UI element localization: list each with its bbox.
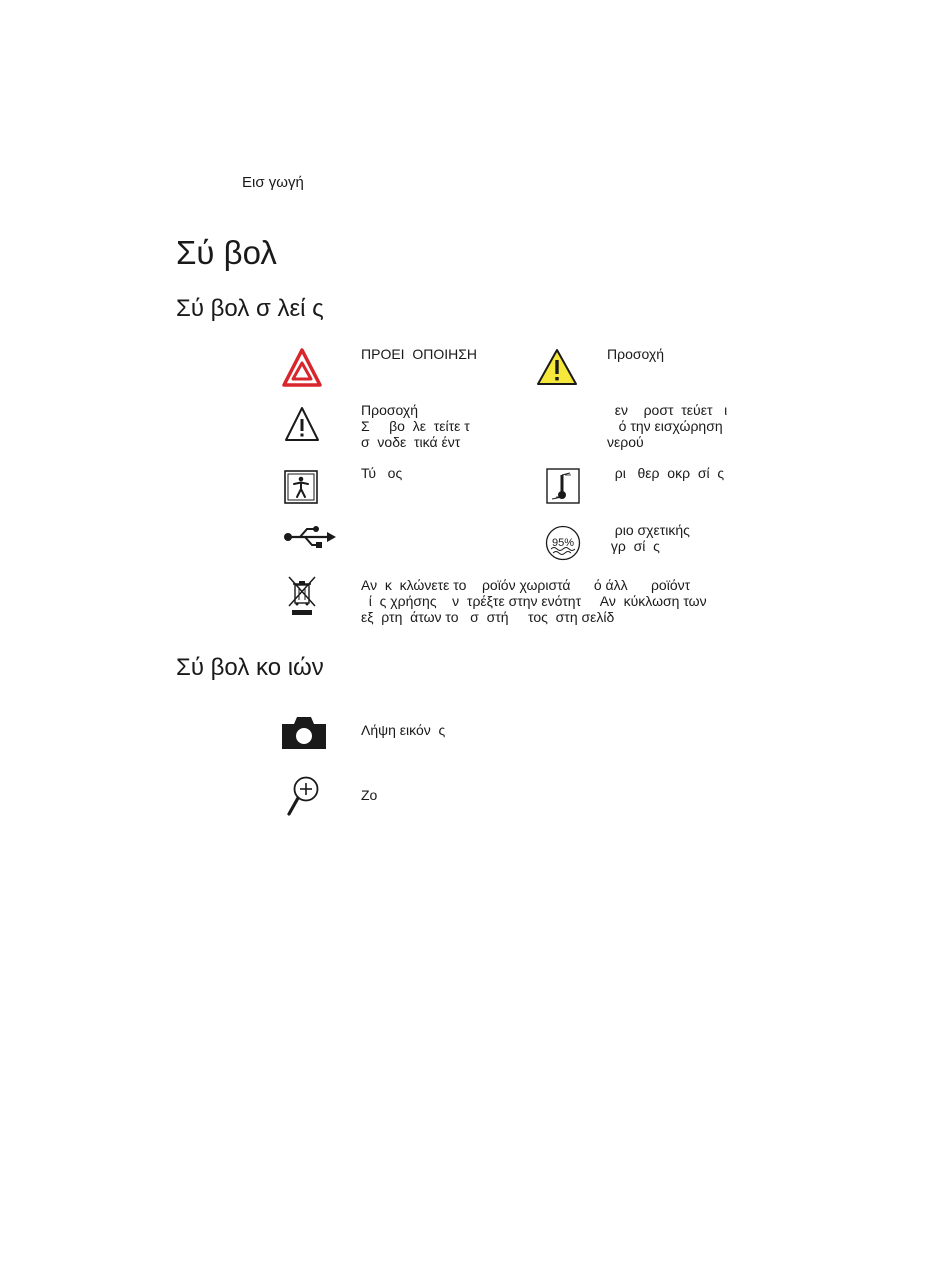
usb-icon	[283, 525, 337, 549]
device-symbol-4-line-1: εν ροστ τεύετ ι	[607, 402, 728, 418]
device-symbol-3-line-1: Προσοχή	[361, 402, 419, 418]
device-symbol-8-line-1: ριο σχετικής	[607, 522, 690, 538]
device-symbol-9-line-1: Αν κ κλώνετε το ροϊόν χωριστά ό άλλ ροϊόντ	[361, 577, 691, 593]
device-symbol-5-line-1: Τύ ος	[361, 465, 403, 481]
device-symbol-9-line-2: ί ς χρήσης ν τρέξτε στην ενότητ Αν κύκλωση των	[361, 593, 707, 609]
device-symbol-4-line-3: νερού	[607, 434, 644, 450]
humidity-label: 95%	[551, 537, 575, 549]
device-symbol-3-line-3: σ νοδε τικά έντ	[361, 434, 461, 450]
device-symbol-2-line-1: Προσοχή	[607, 346, 665, 362]
exclamation-triangle-icon	[284, 406, 320, 442]
water-ingress-icon	[548, 404, 584, 440]
device-symbol-6-line-1: ρι θερ οκρ σί ς	[607, 465, 725, 481]
device-symbol-1-line-1: ΠΡΟΕΙ ΟΠΟΙΗΣΗ	[361, 346, 477, 362]
device-symbol-8-line-2: γρ σί ς	[607, 538, 660, 554]
control-symbols-heading: Σύ βολ κο ιών	[176, 654, 324, 681]
type-b-applied-part-icon	[284, 470, 318, 504]
caution-triangle-yellow-icon	[536, 348, 578, 386]
device-symbols-heading: Σύ βολ σ λεί ς	[176, 295, 324, 322]
control-symbol-2-label: Zo	[361, 787, 378, 803]
humidity-95-icon	[545, 525, 581, 561]
warning-triangle-red-icon	[282, 348, 322, 388]
device-symbol-3-line-2: Σ βο λε τείτε τ	[361, 418, 470, 434]
device-symbol-4-line-2: ό την εισχώρηση	[607, 418, 723, 434]
temperature-limits-icon	[546, 468, 580, 504]
running-header: Εισ γωγή	[242, 174, 304, 191]
zoom-in-icon	[286, 774, 322, 816]
camera-icon	[282, 716, 326, 750]
weee-crossed-bin-icon	[287, 576, 317, 616]
section-title: Σύ βολ	[176, 234, 277, 271]
device-symbol-9-line-3: εξ ρτη άτων το σ στή τος στη σελίδ	[361, 609, 615, 625]
control-symbol-1-label: Λήψη εικόν ς	[361, 722, 446, 738]
